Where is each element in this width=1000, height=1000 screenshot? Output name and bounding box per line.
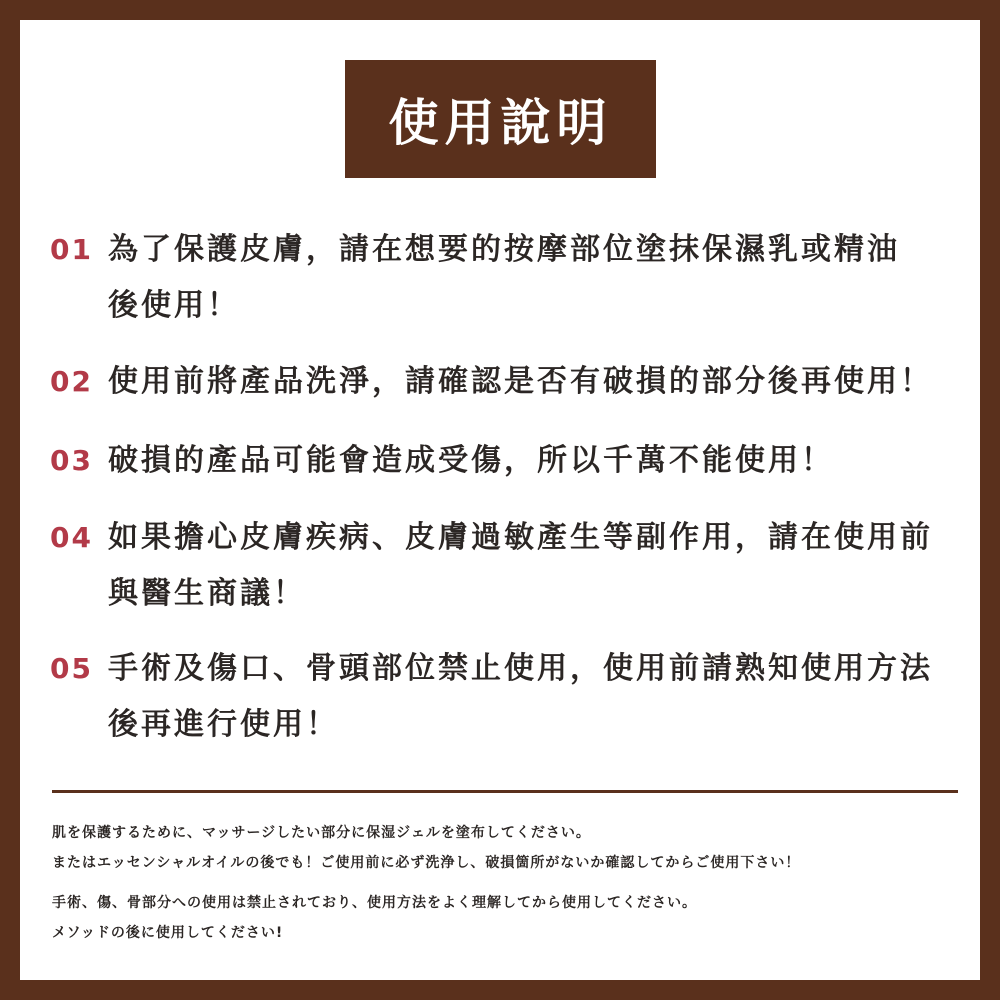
- item-text-line: 手術及傷口、骨頭部位禁止使用，使用前請熟知使用方法: [108, 651, 933, 686]
- item-text-line: 後再進行使用！: [108, 707, 339, 742]
- item-text-line: 與醫生商議！: [108, 576, 306, 611]
- item-text: [108, 222, 970, 334]
- item-text-line: 如果擔心皮膚疾病、皮膚過敏產生等副作用，請在使用前: [108, 520, 933, 555]
- title-banner: [345, 60, 656, 178]
- item-number: 01: [50, 233, 93, 266]
- content-panel: [20, 20, 980, 980]
- item-number: 04: [50, 521, 93, 554]
- item-number: 05: [50, 652, 93, 685]
- item-text: [108, 510, 970, 622]
- note-line: メソッドの後に使用してください!: [52, 925, 284, 941]
- japanese-note: [52, 818, 962, 878]
- item-text-line: 後使用！: [108, 288, 240, 323]
- item-text-line: 為了保護皮膚，請在想要的按摩部位塗抹保濕乳或精油: [108, 232, 900, 267]
- item-number: 02: [50, 365, 93, 398]
- item-text-line: 使用前將產品洗淨，請確認是否有破損的部分後再使用！: [108, 364, 933, 399]
- item-text-line: 破損的產品可能會造成受傷，所以千萬不能使用！: [108, 443, 834, 478]
- section-divider: [52, 790, 958, 793]
- item-number: 03: [50, 444, 93, 477]
- note-line: 肌を保護するために、マッサージしたい部分に保湿ジェルを塗布してください。: [52, 825, 591, 841]
- japanese-note: [52, 888, 962, 948]
- item-text: [108, 641, 970, 753]
- note-line: 手術、傷、骨部分への使用は禁止されており、使用方法をよく理解してから使用してください。: [52, 895, 697, 911]
- page-title: 使用說明: [388, 94, 613, 152]
- item-text: [108, 433, 970, 489]
- item-text: [108, 354, 970, 410]
- note-line: またはエッセンシャルオイルの後でも！ご使用前に必ず洗浄し、破損箇所がないか確認してからご使用下さい！: [52, 855, 801, 871]
